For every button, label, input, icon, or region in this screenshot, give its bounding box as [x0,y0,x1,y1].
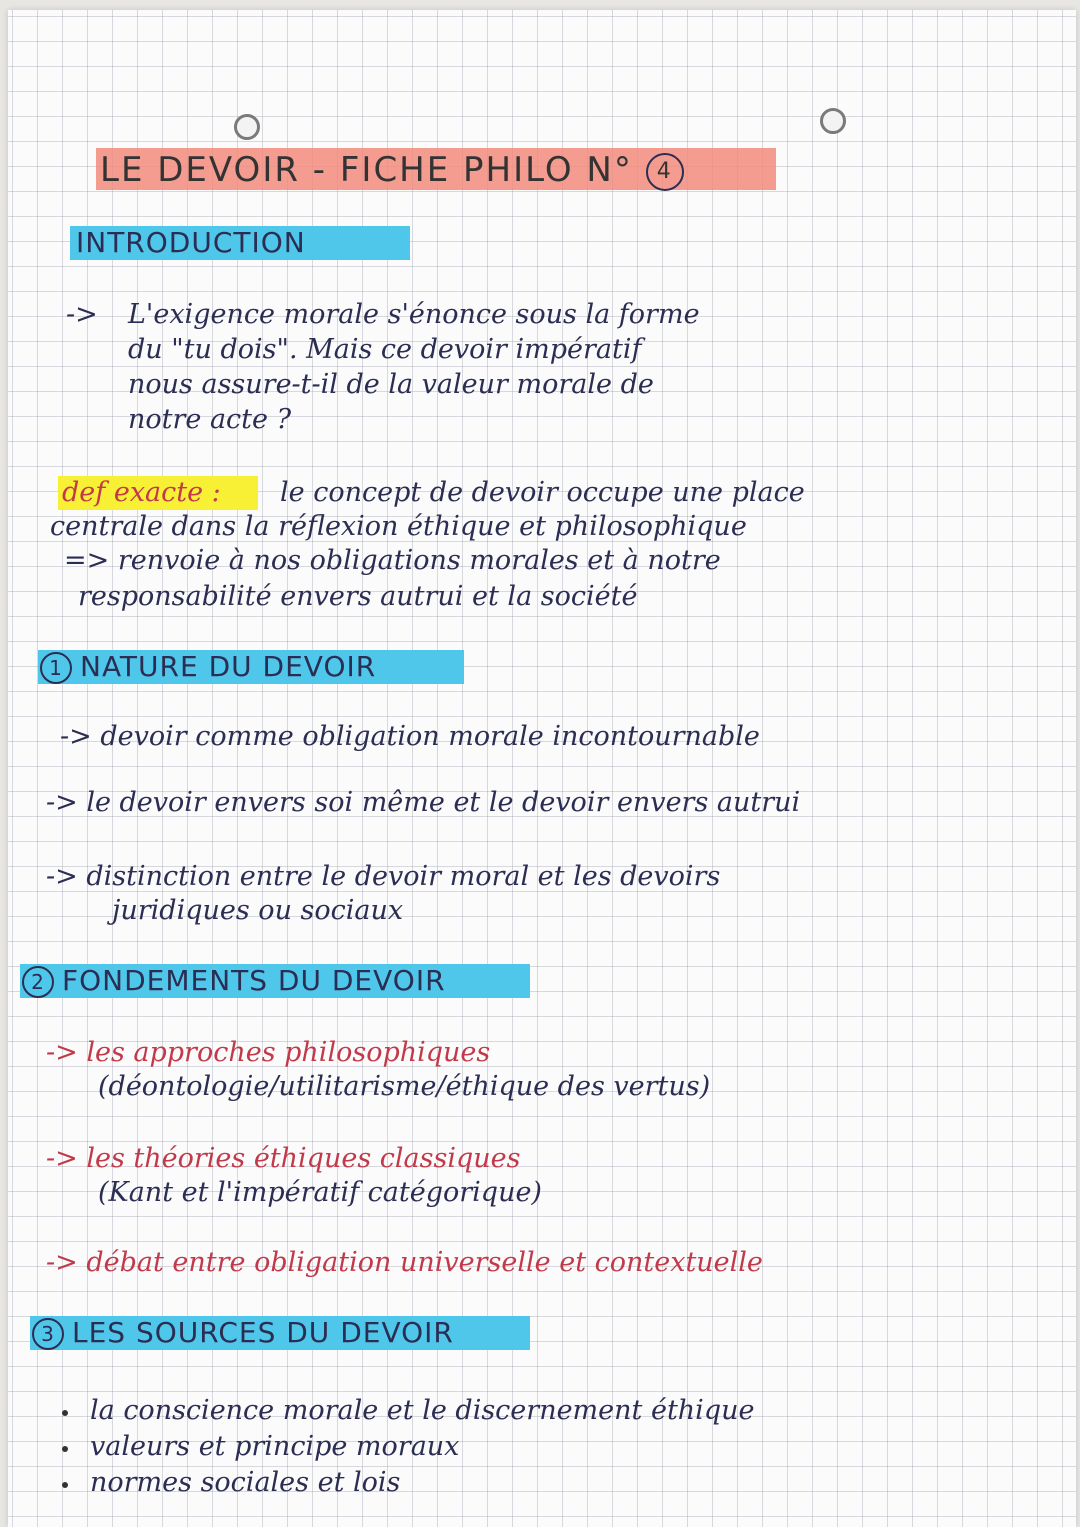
page-title-text: LE DEVOIR - FICHE PHILO N° [100,150,633,190]
section1-heading-text: NATURE DU DEVOIR [80,650,377,683]
section1-heading [40,650,376,684]
section2-number: 2 [22,966,54,998]
intro-line-1: L'exigence morale s'énonce sous la forme [128,299,700,330]
bullet-dot-2 [62,1446,68,1452]
section2-item-1: -> les approches philosophiques [46,1037,491,1068]
section1-item-4: juridiques ou sociaux [112,895,404,926]
section1-number: 1 [40,652,72,684]
intro-line-3: nous assure-t-il de la valeur morale de [128,369,654,400]
def-line-1: le concept de devoir occupe une place [280,477,805,508]
section2-item-4: (Kant et l'impératif catégorique) [98,1177,542,1208]
section2-heading-text: FONDEMENTS DU DEVOIR [62,964,446,997]
intro-arrow: -> [66,299,98,330]
section3-item-2: valeurs et principe moraux [90,1431,460,1462]
section1-item-2: -> le devoir envers soi même et le devoir envers autrui [46,787,801,818]
page-title [100,150,692,191]
section3-heading-text: LES SOURCES DU DEVOIR [72,1316,454,1349]
section2-item-3: -> les théories éthiques classiques [46,1143,521,1174]
section3-number: 3 [32,1318,64,1350]
section2-item-5: -> débat entre obligation universelle et contextuelle [46,1247,763,1278]
intro-line-4: notre acte ? [128,404,292,435]
intro-heading: INTRODUCTION [76,226,306,259]
intro-line-2: du "tu dois". Mais ce devoir impératif [128,334,642,365]
title-number-circle: 4 [646,153,684,191]
section2-item-2: (déontologie/utilitarisme/éthique des vertus) [98,1071,711,1102]
section1-item-3: -> distinction entre le devoir moral et les devoirs [46,861,721,892]
section1-item-1: -> devoir comme obligation morale incontournable [60,721,760,752]
bullet-dot-3 [62,1482,68,1488]
def-line-2: centrale dans la réflexion éthique et philosophique [50,511,747,542]
section2-heading [22,964,446,998]
section3-item-1: la conscience morale et le discernement éthique [90,1395,755,1426]
def-line-3: => renvoie à nos obligations morales et à notre [64,545,721,576]
def-line-4: responsabilité envers autrui et la société [78,581,638,612]
section3-item-3: normes sociales et lois [90,1467,401,1498]
punch-hole-left [234,114,260,140]
bullet-dot-1 [62,1410,68,1416]
section3-heading [32,1316,454,1350]
punch-hole-right [820,108,846,134]
def-label: def exacte : [62,477,221,508]
